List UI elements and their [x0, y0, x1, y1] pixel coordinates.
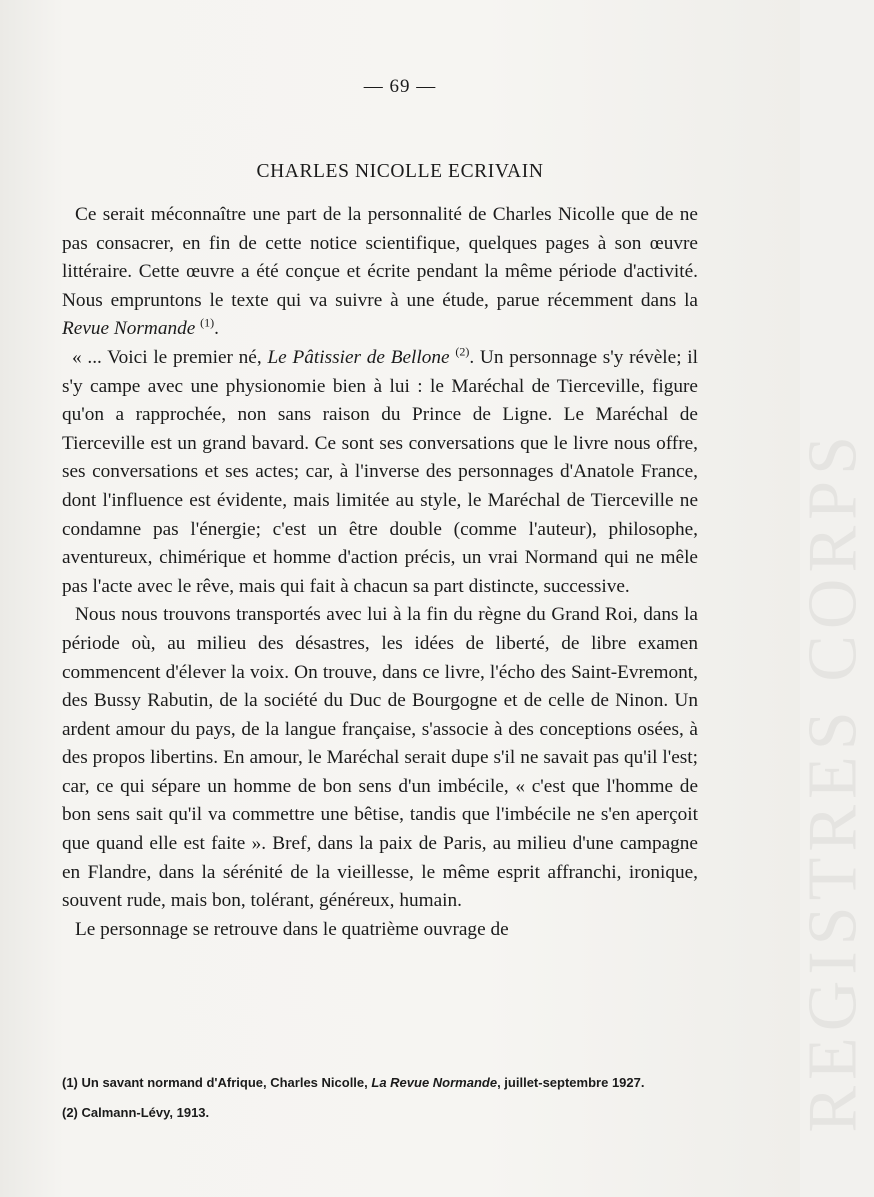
body-text: [62, 201, 698, 944]
bleed-through-text: REGISTRES CORPS: [795, 430, 872, 1133]
footnote-1: [62, 1075, 698, 1091]
footnotes: [62, 1075, 698, 1135]
footnote-1-date: , juillet-septembre 1927.: [497, 1075, 645, 1090]
journal-title: Revue Normande: [62, 318, 196, 340]
book-title: Le Pâtissier de Bellone: [267, 346, 450, 368]
paragraph-quote-text: . Un personnage s'y révèle; il s'y campe avec une physionomie bien à lui : le Maréchal de Tierceville, figure qu'on a rapprochée, non sans raison du Prince de Ligne. Le Maréchal de Tierceville est un grand bavard. Ce sont ses conversations que le livre nous offre, ses conversations et ses actes; car, à l'inverse des personnages d'Anatole France, dont l'influence est évidente, mais limitée au style, le Maréchal de Tierceville ne condamne pas l'énergie; c'est un être double (comme l'auteur), philosophe, aventureux, chimérique et homme d'action précis, un vrai Normand qui ne mêle pas l'acte avec le rêve, mais qui fait à chacun sa part distincte, successive.: [62, 346, 699, 597]
paragraph-continuation: Le personnage se retrouve dans le quatrième ouvrage de: [75, 918, 509, 940]
footnote-ref-1: (1): [200, 315, 215, 330]
paragraph-intro-text: Ce serait méconnaître une part de la personnalité de Charles Nicolle que de ne pas consacrer, en fin de cette notice scientifique, quelques pages à son œuvre littéraire. Cette œuvre a été conçue et écrite pendant la même période d'activité. Nous empruntons le texte qui va suivre à une étude, parue récemment dans la: [62, 204, 698, 311]
footnote-2-text: Calmann-Lévy, 1913.: [77, 1105, 210, 1120]
paragraph-intro-end: .: [214, 318, 219, 340]
footnote-2: [62, 1105, 698, 1121]
footnote-1-text: Un savant normand d'Afrique, Charles Nicolle,: [77, 1075, 372, 1090]
page-number: — 69 —: [363, 76, 437, 97]
paragraph-quote: [62, 344, 698, 601]
footnote-1-marker: (1): [62, 1075, 78, 1090]
paragraph-intro: [62, 201, 698, 344]
chapter-title: CHARLES NICOLLE ECRIVAIN: [256, 161, 544, 182]
footnote-ref-2: (2): [455, 344, 470, 359]
paragraph-grand-roi: Nous nous trouvons transportés avec lui à la fin du règne du Grand Roi, dans la période où, au milieu des désastres, les idées de liberté, de libre examen commencent d'élever la voix. On trouve, dans ce livre, l'écho des Saint-Evremont, des Bussy Rabutin, de la société du Duc de Bourgogne et de celle de Ninon. Un ardent amour du pays, de la langue française, s'associe à des conceptions osées, à des propos libertins. En amour, le Maréchal serait dupe s'il ne savait pas qu'il l'est; car, ce qui sépare un homme de bon sens d'un imbécile, « c'est que l'homme de bon sens sait qu'il va commettre une bêtise, tandis que l'imbécile ne s'en aperçoit que quand elle est faite ». Bref, dans la paix de Paris, au milieu d'une campagne en Flandre, dans la sérénité de la vieillesse, le même esprit affranchi, ironique, souvent rude, mais bon, tolérant, généreux, humain.: [62, 604, 698, 912]
footnote-2-marker: (2): [62, 1105, 78, 1120]
paragraph-quote-start: « ... Voici le premier né,: [72, 346, 268, 368]
footnote-1-journal: La Revue Normande: [371, 1075, 498, 1090]
